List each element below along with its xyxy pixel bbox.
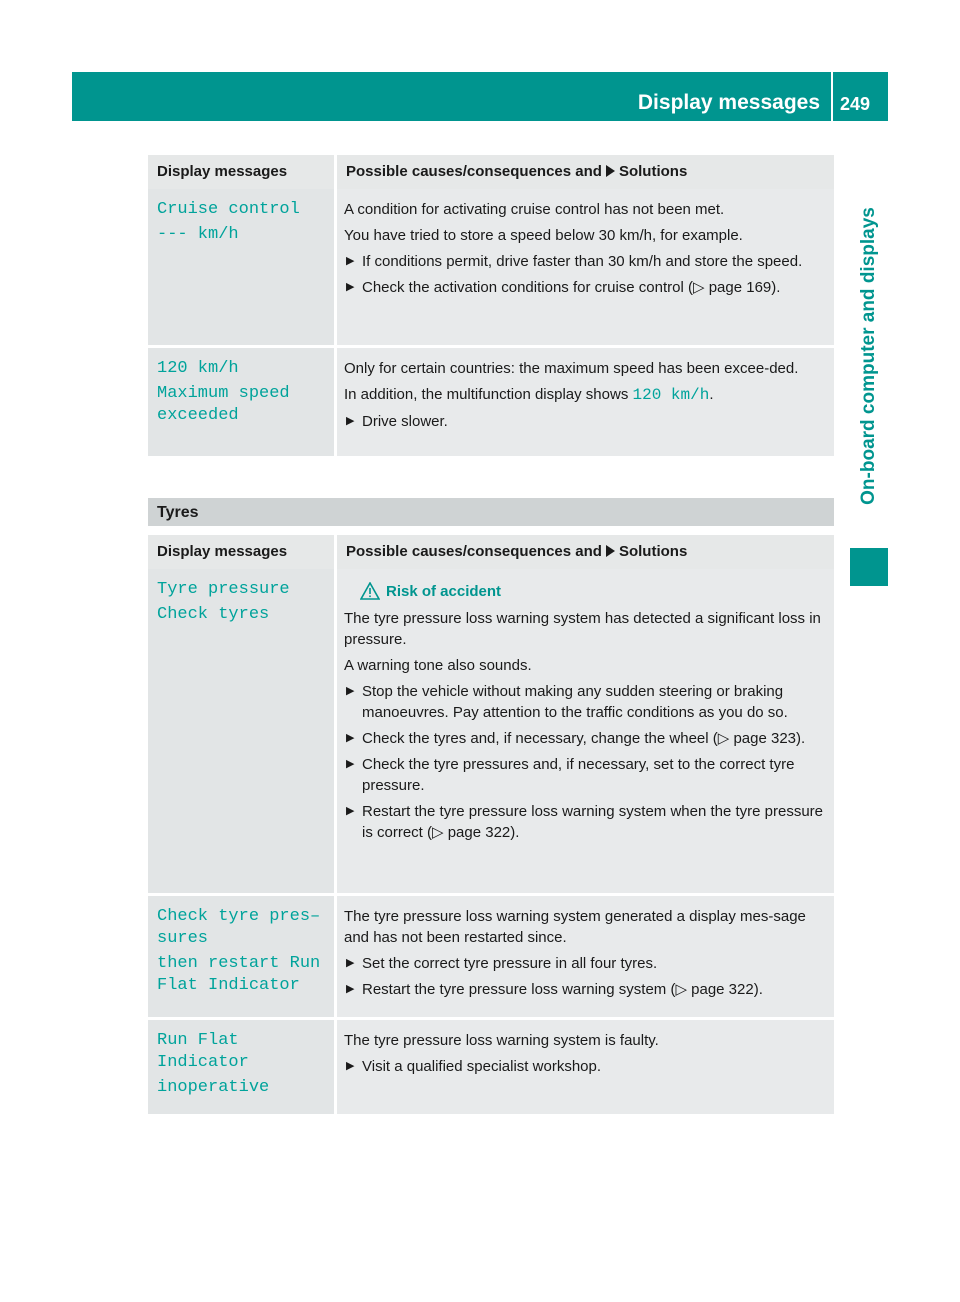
table-header-row xyxy=(148,155,834,189)
col-causes-solutions: Possible causes/consequences and Solutions xyxy=(337,155,834,189)
solution-step: ▶ Check the tyre pressures and, if necessary, set to the correct tyre pressure. xyxy=(346,756,795,794)
step-arrow-icon: ▶ xyxy=(346,255,355,267)
step-arrow-icon: ▶ xyxy=(346,415,355,427)
solution-cell xyxy=(337,569,834,893)
table-row xyxy=(148,189,834,345)
display-message: --- km/h xyxy=(157,225,239,244)
solution-step: ▶ Restart the tyre pressure loss warning system when the tyre pressure is correct (▷ page 322). xyxy=(346,803,824,841)
display-message: Check tyre pres– sures xyxy=(157,907,321,948)
col-causes-solutions: Possible causes/consequences and Solutions xyxy=(337,535,834,569)
side-tab-label: On-board computer and displays xyxy=(858,207,879,505)
cause-text: A warning tone also sounds. xyxy=(344,657,532,674)
section-bar-tyres xyxy=(148,498,834,526)
warning-triangle-icon xyxy=(360,582,380,600)
display-message: Tyre pressure xyxy=(157,580,290,599)
solution-cell xyxy=(337,345,834,456)
header-title: Display messages xyxy=(637,91,820,114)
cause-text: You have tried to store a speed below 30 km/h, for example. xyxy=(344,227,743,244)
cause-text: A condition for activating cruise control has not been met. xyxy=(344,201,725,218)
step-arrow-icon: ▶ xyxy=(346,685,355,697)
display-message: inoperative xyxy=(157,1078,270,1097)
step-arrow-icon: ▶ xyxy=(346,983,355,995)
message-cell xyxy=(148,345,337,456)
section-title: Tyres xyxy=(157,504,199,521)
solution-step: ▶ If conditions permit, drive faster than 30 km/h and store the speed. xyxy=(346,253,803,270)
solution-step: ▶ Check the activation conditions for cruise control (▷ page 169). xyxy=(346,279,781,296)
solution-step: ▶ Set the correct tyre pressure in all four tyres. xyxy=(346,955,658,972)
solution-cell xyxy=(337,893,834,1017)
solution-step: ▶ Check the tyres and, if necessary, change the wheel (▷ page 323). xyxy=(346,730,806,747)
cause-text: In addition, the multifunction display shows 120 km/h. xyxy=(344,386,714,404)
cause-text: The tyre pressure loss warning system has detected a significant loss in pressure. xyxy=(344,610,821,648)
solution-step: ▶ Stop the vehicle without making any sudden steering or braking manoeuvres. Pay attention to the traffic conditions as you do so. xyxy=(346,683,788,721)
cause-text: The tyre pressure loss warning system is faulty. xyxy=(344,1032,659,1049)
side-tab-marker xyxy=(850,548,888,586)
step-arrow-icon: ▶ xyxy=(346,805,355,817)
page-header xyxy=(72,72,888,121)
solution-arrow-icon xyxy=(606,165,615,177)
display-message: 120 km/h xyxy=(157,359,239,378)
solution-step: ▶ Visit a qualified specialist workshop. xyxy=(346,1058,602,1075)
solution-step: ▶ Restart the tyre pressure loss warning system (▷ page 322). xyxy=(346,981,763,998)
table-row xyxy=(148,345,834,456)
table-row xyxy=(148,893,834,1017)
inline-display-message: 120 km/h xyxy=(632,386,710,404)
display-messages-table-1 xyxy=(148,155,834,456)
message-cell xyxy=(148,893,337,1017)
col-display-messages: Display messages xyxy=(148,155,337,189)
message-cell xyxy=(148,569,337,893)
table-row xyxy=(148,1017,834,1114)
table-row xyxy=(148,569,834,893)
display-message: Run Flat Indicator xyxy=(157,1031,249,1072)
page-number: 249 xyxy=(839,94,871,114)
step-arrow-icon: ▶ xyxy=(346,281,355,293)
display-message: Maximum speed exceeded xyxy=(157,384,290,425)
display-message: Check tyres xyxy=(157,605,270,624)
table-header-row xyxy=(148,535,834,569)
display-message: Cruise control xyxy=(157,200,300,219)
cause-text: Only for certain countries: the maximum speed has been excee-ded. xyxy=(344,360,799,377)
display-messages-table-2 xyxy=(148,535,834,1114)
solution-arrow-icon xyxy=(606,545,615,557)
solution-cell xyxy=(337,189,834,345)
display-message: then restart Run Flat Indicator xyxy=(157,954,321,995)
step-arrow-icon: ▶ xyxy=(346,957,355,969)
step-arrow-icon: ▶ xyxy=(346,758,355,770)
solution-step: ▶ Drive slower. xyxy=(346,413,448,430)
solution-cell xyxy=(337,1017,834,1114)
step-arrow-icon: ▶ xyxy=(346,732,355,744)
cause-text: The tyre pressure loss warning system generated a display mes-sage and has not been restarted since. xyxy=(344,908,806,946)
warning-heading: Risk of accident xyxy=(362,581,826,602)
col-display-messages: Display messages xyxy=(148,535,337,569)
message-cell xyxy=(148,1017,337,1114)
step-arrow-icon: ▶ xyxy=(346,1060,355,1072)
message-cell xyxy=(148,189,337,345)
